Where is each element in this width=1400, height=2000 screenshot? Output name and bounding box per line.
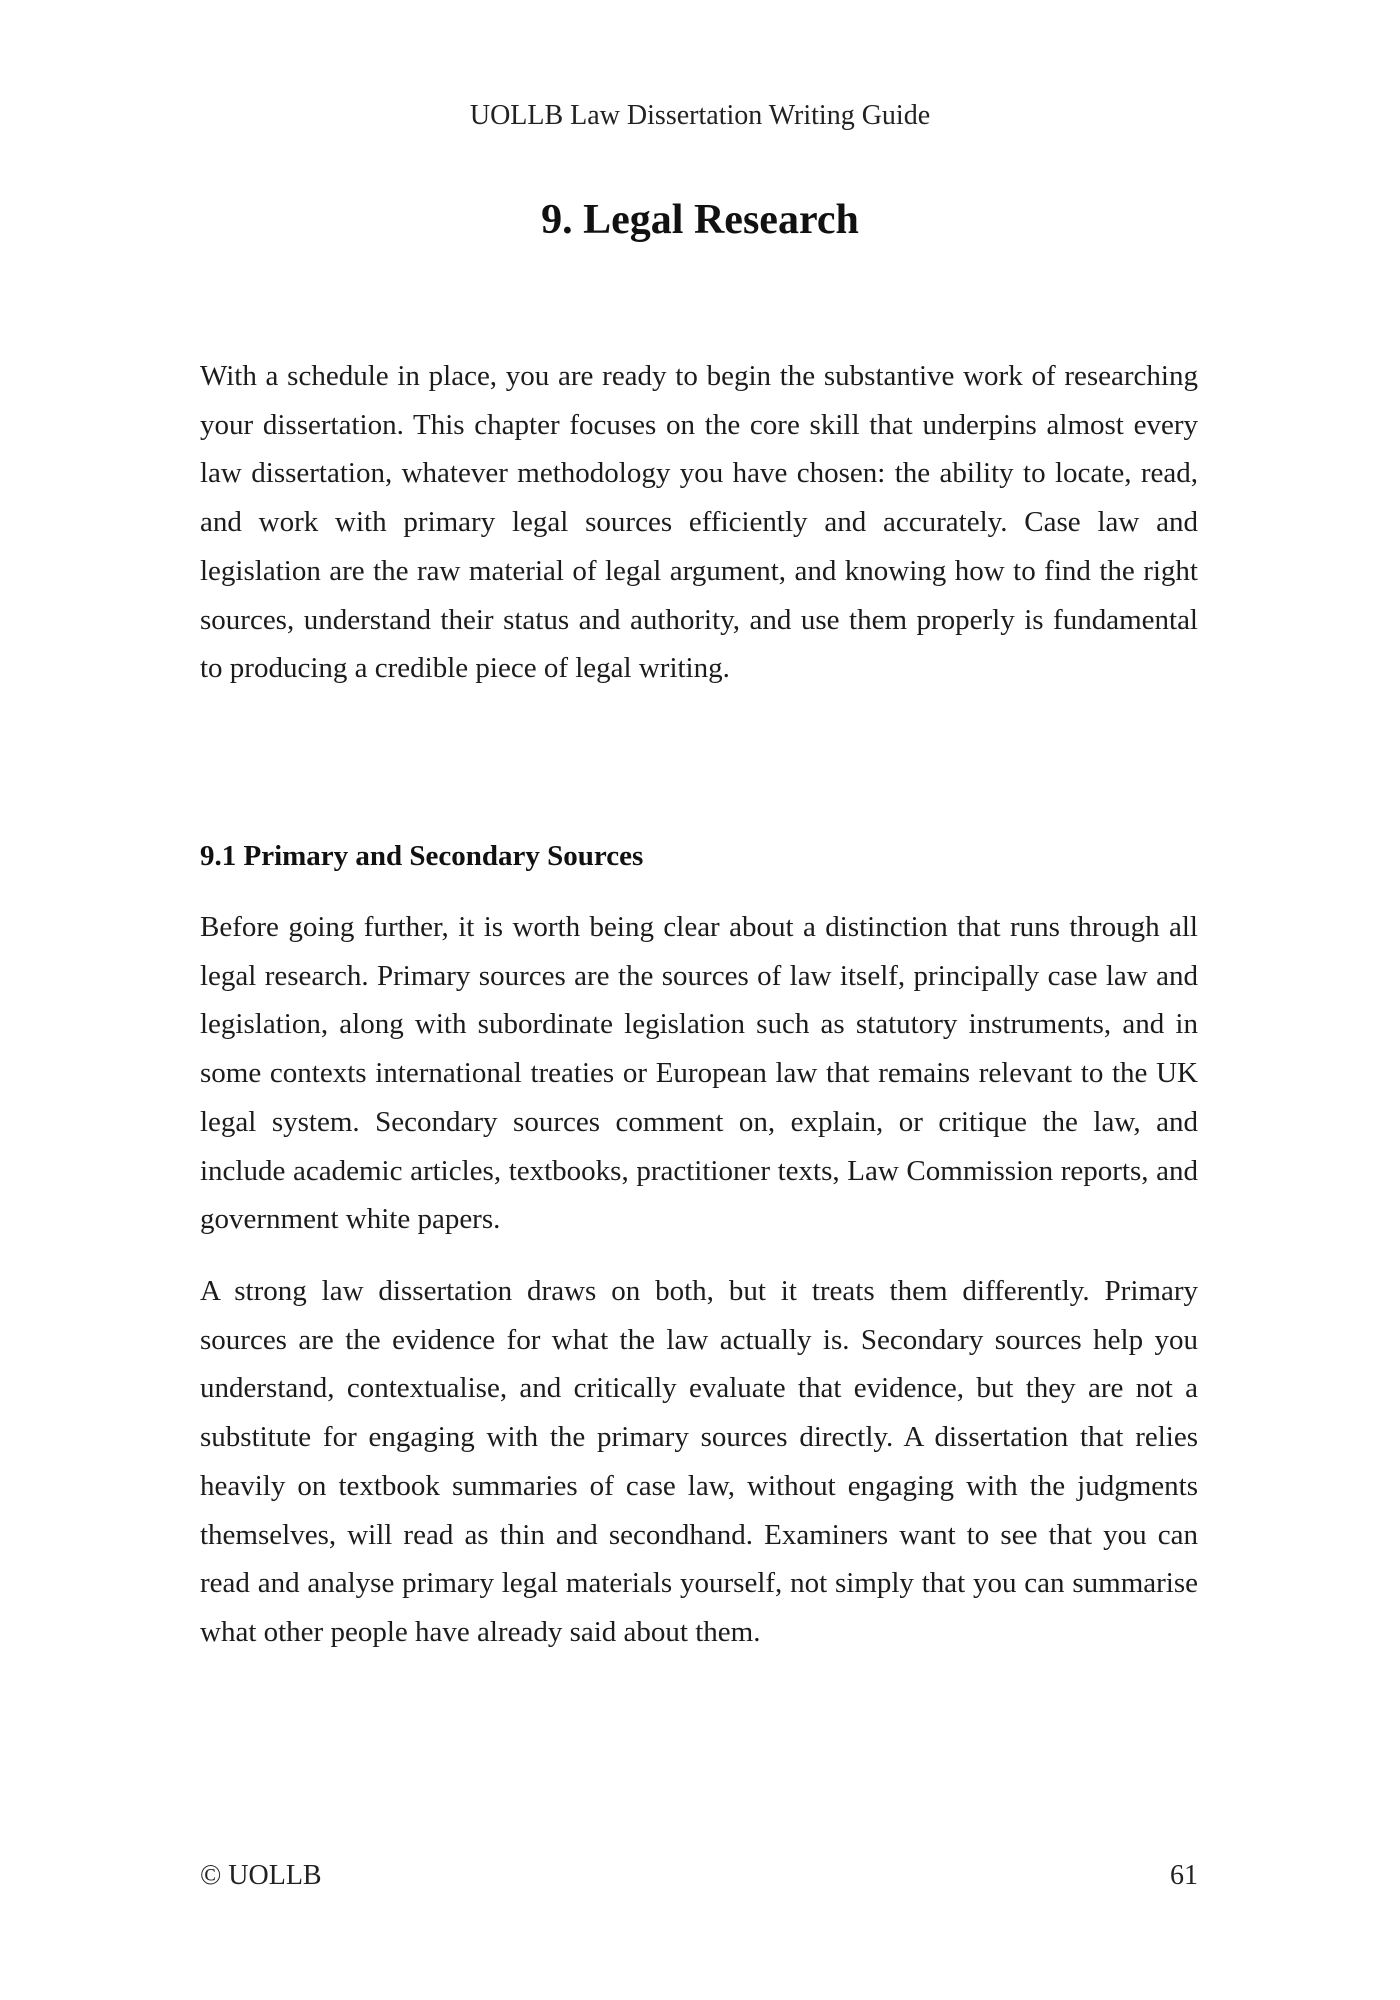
chapter-intro-paragraph: With a schedule in place, you are ready to begin the substantive work of researching your dissertation. This chapter focuses on the core skill that underpins almost every law dissertation, whatever methodology you have chosen: the ability to locate, read, and work with primary legal sources efficiently and accurately. Case law and legislation are the raw material of legal argument, and knowing how to find the right sources, understand their status and authority, and use them properly is fundamental to producing a credible piece of legal writing. — [200, 360, 1198, 685]
chapter-title: 9. Legal Research — [541, 197, 859, 243]
section-paragraph: A strong law dissertation draws on both, but it treats them differently. Primary sources are the evidence for what the law actually is. Secondary sources help you understand, contextualise, and critically evaluate that evidence, but they are not a substitute for engaging with the primary sources directly. A dissertation that relies heavily on textbook summaries of case law, without engaging with the judgments themselves, will read as thin and secondhand. Examiners want to see that you can read and analyse primary legal materials yourself, not simply that you can summarise what other people have already said about them. — [200, 1275, 1198, 1648]
section-heading: 9.1 Primary and Secondary Sources — [200, 840, 644, 872]
page-number: 61 — [1170, 1860, 1198, 1891]
running-header: UOLLB Law Dissertation Writing Guide — [469, 100, 931, 131]
section-paragraph: Before going further, it is worth being clear about a distinction that runs through all legal research. Primary sources are the sources of law itself, principally case law and legislation, along with subordinate legislation such as statutory instruments, and in some contexts international treaties or European law that remains relevant to the UK legal system. Secondary sources comment on, explain, or critique the law, and include academic articles, textbooks, practitioner texts, Law Commission reports, and government white papers. — [200, 911, 1198, 1236]
footer-copyright: © UOLLB — [200, 1860, 322, 1891]
